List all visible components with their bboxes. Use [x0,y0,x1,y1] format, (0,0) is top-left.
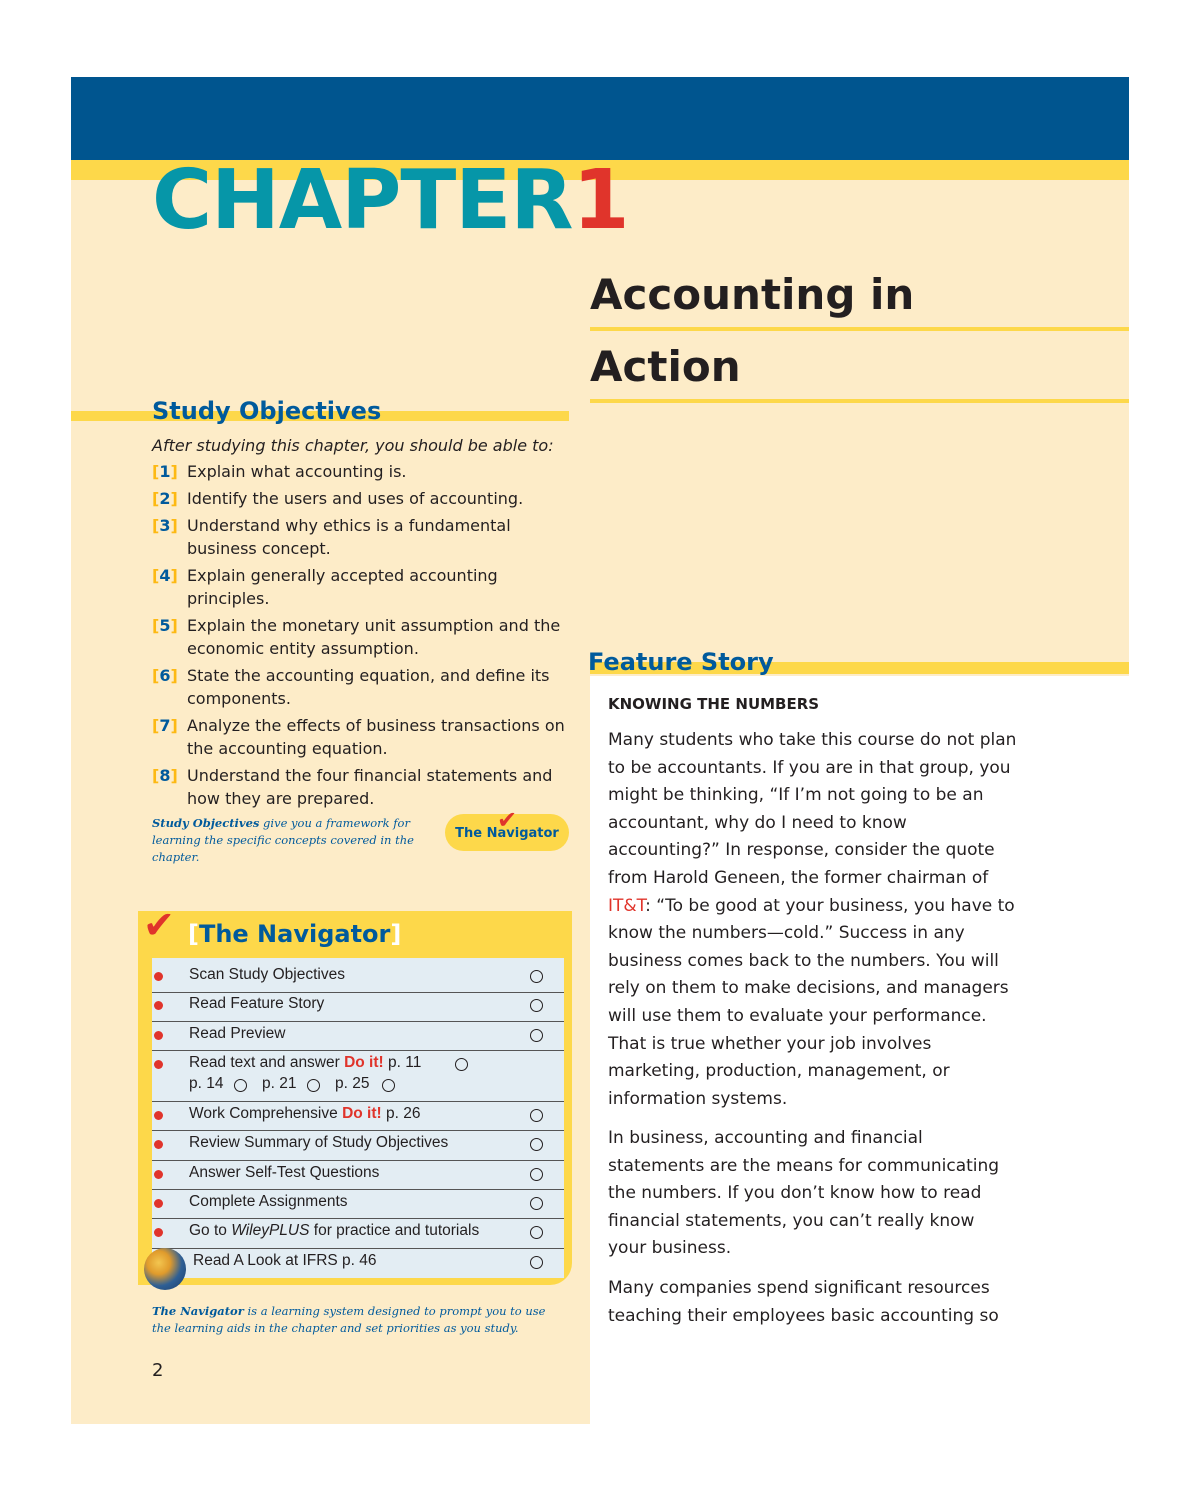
objective-text: Understand the four financial statements and how they are prepared. [187,766,553,808]
navigator-page-ref: p. 14 [189,1075,224,1092]
study-objectives-note-bold: Study Objectives [152,816,260,830]
navigator-item [152,991,564,1022]
objective-number: [1] [152,462,178,481]
navigator-note [152,1303,552,1337]
study-objective-item [152,487,572,510]
checkbox-circle[interactable] [530,1256,543,1269]
objective-text: Analyze the effects of business transactions on the accounting equation. [187,716,565,758]
objective-text: Understand why ethics is a fundamental business concept. [187,516,511,558]
navigator-title-text: The Navigator [198,920,391,948]
chapter-subtitle [590,265,914,409]
checkbox-circle[interactable] [530,1226,543,1239]
objective-number: [6] [152,666,178,685]
bullet-icon [154,1170,163,1179]
navigator-item [152,1101,564,1131]
navigator-item-label: Scan Study Objectives [189,966,345,983]
navigator-item-label: Complete Assignments [189,1193,348,1210]
checkbox-circle[interactable] [530,970,543,983]
checkbox-circle[interactable] [382,1079,395,1092]
chapter-title [152,153,629,248]
objective-number: [8] [152,766,178,785]
chapter-subtitle-line2: Action [590,342,741,391]
study-objective-item [152,514,572,560]
study-objective-item [152,764,572,810]
subtitle-rule-2 [590,399,1129,403]
bullet-icon [154,972,163,981]
company-name: IT&T [608,895,646,916]
study-objectives-intro: After studying this chapter, you should be able to: [152,436,554,455]
navigator-item-label: Read Preview [189,1025,286,1042]
navigator-badge-label: The Navigator [455,826,559,841]
checkbox-circle[interactable] [530,1109,543,1122]
feature-story-paragraph-2: In business, accounting and financial statements are the means for communicating the numbers. If you don’t know how to read financial statements, you can’t really know your business. [608,1128,1000,1259]
study-objective-item [152,714,572,760]
objective-number: [2] [152,489,178,508]
feature-story-p1-part-b: : “To be good at your business, you have to know the numbers—cold.” Success in any business comes back to the numbers. You will rely on them to make decisions, and managers will use them to evaluate your performance. That is true whether your job involves marketing, production, management, or information systems. [608,895,1015,1109]
navigator-item-label: Go to WileyPLUS for practice and tutorials [189,1222,480,1239]
page-number: 2 [152,1360,164,1381]
checkbox-circle[interactable] [455,1058,468,1071]
navigator-item [152,1189,564,1219]
checkbox-circle[interactable] [234,1079,247,1092]
navigator-page-ref: p. 25 [335,1075,370,1092]
bullet-icon [154,1199,163,1208]
study-objectives-heading: Study Objectives [152,397,382,425]
chapter-word: CHAPTER [152,153,573,248]
checkbox-circle[interactable] [530,1029,543,1042]
bullet-icon [154,1001,163,1010]
subtitle-rule-1 [590,327,1129,331]
objective-number: [5] [152,616,178,635]
navigator-item-label: Review Summary of Study Objectives [189,1134,449,1151]
bullet-icon [154,1031,163,1040]
objective-text: Explain generally accepted accounting principles. [187,566,498,608]
feature-story-paragraph-1 [608,727,1018,1113]
navigator-item [152,1218,564,1249]
bullet-icon [154,1140,163,1149]
study-objectives-note [152,815,422,866]
study-objectives-list [152,460,572,814]
objective-text: Identify the users and uses of accounting. [187,489,524,508]
objective-text: Explain what accounting is. [187,462,407,481]
objective-number: [3] [152,516,178,535]
study-objective-item [152,614,572,660]
study-objective-item [152,564,572,610]
navigator-note-bold: The Navigator [152,1304,244,1318]
feature-story-paragraph-3: Many companies spend significant resources teaching their employees basic accounting so [608,1278,999,1326]
navigator-item-label: Read A Look at IFRS p. 46 [193,1252,377,1269]
checkbox-circle[interactable] [530,1138,543,1151]
bullet-icon [154,1228,163,1237]
navigator-item [152,962,564,993]
objective-number: [4] [152,566,178,585]
study-objectives-note-text: give you a framework for learning the specific concepts covered in the chapter. [152,816,414,864]
chapter-subtitle-line1: Accounting in [590,270,915,319]
globe-icon [144,1248,186,1290]
feature-story-p1-part-a: Many students who take this course do not plan to be accountants. If you are in that group, you might be thinking, “If I’m not going to be an accountant, why do I need to know accounting?” In response, consider the quote from Harold Geneen, the former chairman of [608,730,1017,888]
checkmark-icon: ✔ [497,806,518,834]
objective-text: State the accounting equation, and define its components. [187,666,550,708]
navigator-item [152,1021,564,1051]
checkbox-circle[interactable] [530,1168,543,1181]
checkbox-circle[interactable] [530,1197,543,1210]
navigator-badge [445,806,569,851]
study-objective-item [152,664,572,710]
checkbox-circle[interactable] [530,999,543,1012]
navigator-item [152,1130,564,1161]
navigator-item-label: Work Comprehensive Do it! p. 26 [189,1105,421,1122]
header-blue-band [71,77,1129,160]
navigator-item-label: Read text and answer Do it! p. 11 [189,1054,422,1071]
checkmark-icon: ✔ [143,903,175,947]
objective-number: [7] [152,716,178,735]
navigator-page-ref: p. 21 [262,1075,297,1092]
bullet-icon [154,1111,163,1120]
feature-story-heading: Feature Story [588,648,774,676]
study-objective-item [152,460,572,483]
navigator-item [152,1160,564,1190]
navigator-item [152,1248,564,1278]
navigator-title: [The Navigator] [188,920,402,948]
chapter-number: 1 [572,153,629,248]
objective-text: Explain the monetary unit assumption and the economic entity assumption. [187,616,561,658]
navigator-item [152,1050,564,1102]
navigator-item-label: Answer Self-Test Questions [189,1164,380,1181]
bullet-icon [154,1060,163,1069]
navigator-note-text: is a learning system designed to prompt you to use the learning aids in the chapter and set priorities as you study. [152,1304,546,1335]
feature-story-kicker: KNOWING THE NUMBERS [608,695,820,713]
checkbox-circle[interactable] [307,1079,320,1092]
navigator-item-label: Read Feature Story [189,995,325,1012]
